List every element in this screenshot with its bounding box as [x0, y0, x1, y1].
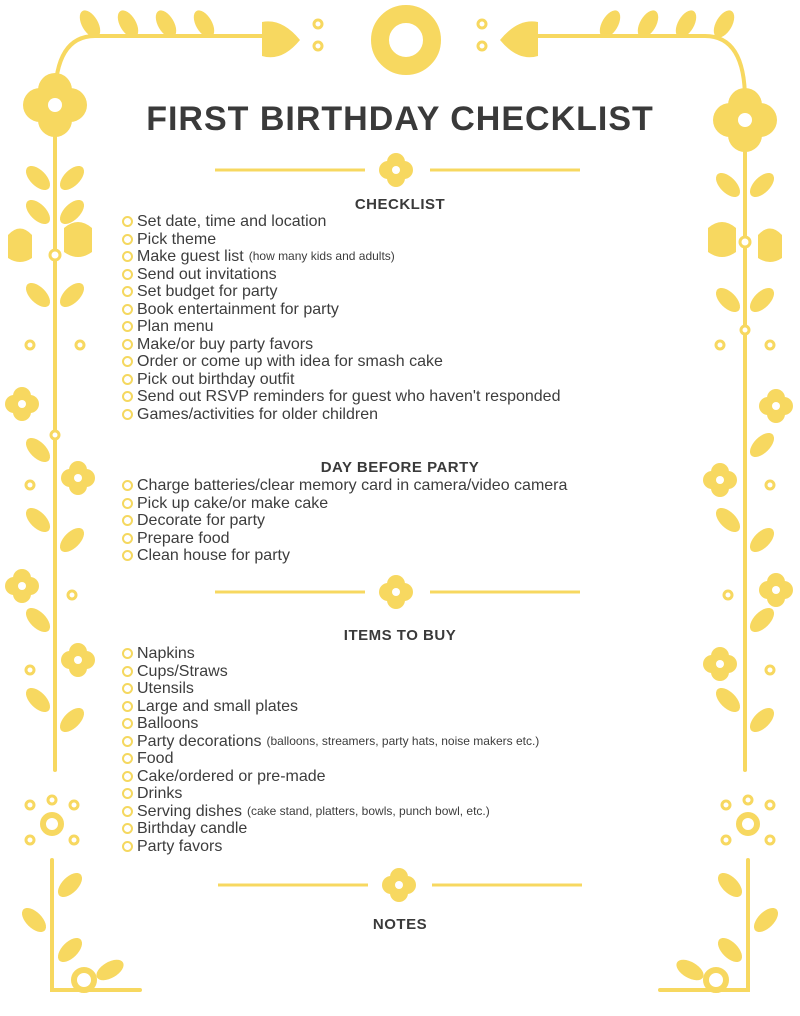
- checklist-item: [122, 820, 682, 838]
- checklist-item: [122, 512, 682, 530]
- item-label: Set date, time and location: [137, 213, 327, 230]
- item-label: Food: [137, 750, 174, 767]
- bullet-ring-icon: [122, 666, 133, 677]
- item-label: Pick theme: [137, 230, 217, 248]
- checklist-list: [122, 213, 682, 423]
- checklist-item: [122, 645, 682, 663]
- section-heading-checklist: CHECKLIST: [354, 196, 446, 213]
- items-to-buy-list: [122, 645, 682, 855]
- item-label: Make/or buy party favors: [137, 335, 314, 353]
- day-before-list: [122, 477, 682, 565]
- item-note: (balloons, streamers, party hats, noise makers etc.): [266, 733, 540, 748]
- checklist-item: [122, 698, 682, 716]
- bullet-ring-icon: [122, 841, 133, 852]
- bullet-ring-icon: [122, 736, 133, 747]
- bullet-ring-icon: [122, 286, 133, 297]
- item-label: Pick up cake/or make cake: [137, 494, 329, 512]
- item-label: Send out RSVP reminders for guest who haven't responded: [137, 388, 561, 405]
- bullet-ring-icon: [122, 321, 133, 332]
- page-title: FIRST BIRTHDAY CHECKLIST: [146, 100, 654, 138]
- item-label: Napkins: [137, 645, 195, 662]
- bullet-ring-icon: [122, 515, 133, 526]
- checklist-item: [122, 406, 682, 424]
- checklist-item: [122, 803, 682, 821]
- item-label: Utensils: [137, 680, 194, 697]
- checklist-item: [122, 477, 682, 495]
- checklist-item: [122, 547, 682, 565]
- bullet-ring-icon: [122, 550, 133, 561]
- item-label: Birthday candle: [137, 820, 248, 837]
- bullet-ring-icon: [122, 771, 133, 782]
- item-label: Make guest list: [137, 248, 244, 265]
- item-label: Plan menu: [137, 318, 214, 335]
- section-heading-notes: NOTES: [372, 916, 428, 933]
- item-label: Cups/Straws: [137, 662, 228, 680]
- item-label: Order or come up with idea for smash cake: [137, 353, 443, 370]
- item-label: Prepare food: [137, 529, 230, 547]
- item-note: (cake stand, platters, bowls, punch bowl, etc.): [246, 803, 490, 818]
- bullet-ring-icon: [122, 374, 133, 385]
- checklist-item: [122, 733, 682, 751]
- item-label: Serving dishes: [137, 802, 242, 820]
- tulip-icon: [478, 20, 538, 57]
- bullet-ring-icon: [122, 356, 133, 367]
- checklist-item: [122, 301, 682, 319]
- item-label: Charge batteries/clear memory card in camera/video camera: [137, 477, 568, 494]
- bullet-ring-icon: [122, 409, 133, 420]
- item-label: Set budget for party: [137, 283, 278, 300]
- item-label: Cake/ordered or pre-made: [137, 767, 326, 785]
- item-label: Decorate for party: [137, 512, 266, 529]
- bullet-ring-icon: [122, 269, 133, 280]
- checklist-item: [122, 318, 682, 336]
- bullet-ring-icon: [122, 216, 133, 227]
- checklist-item: [122, 768, 682, 786]
- item-label: Games/activities for older children: [137, 405, 378, 423]
- bullet-ring-icon: [122, 701, 133, 712]
- checklist-item: [122, 231, 682, 249]
- bullet-ring-icon: [122, 339, 133, 350]
- bullet-ring-icon: [122, 648, 133, 659]
- bullet-ring-icon: [122, 251, 133, 262]
- bullet-ring-icon: [122, 498, 133, 509]
- item-label: Party favors: [137, 837, 223, 855]
- item-label: Balloons: [137, 715, 199, 732]
- checklist-item: [122, 353, 682, 371]
- bullet-ring-icon: [122, 234, 133, 245]
- section-heading-items-to-buy: ITEMS TO BUY: [343, 627, 457, 644]
- checklist-item: [122, 266, 682, 284]
- checklist-item: [122, 530, 682, 548]
- bullet-ring-icon: [122, 753, 133, 764]
- bullet-ring-icon: [122, 806, 133, 817]
- checklist-item: [122, 388, 682, 406]
- checklist-item: [122, 213, 682, 231]
- section-heading-day-before: DAY BEFORE PARTY: [320, 459, 480, 476]
- item-label: Book entertainment for party: [137, 300, 339, 318]
- tulip-icon: [262, 20, 322, 57]
- bullet-ring-icon: [122, 823, 133, 834]
- item-label: Large and small plates: [137, 697, 298, 715]
- top-ring-icon: [380, 14, 432, 66]
- checklist-item: [122, 838, 682, 856]
- item-label: Send out invitations: [137, 265, 277, 283]
- item-label: Party decorations: [137, 732, 262, 750]
- item-label: Drinks: [137, 785, 183, 802]
- bullet-ring-icon: [122, 683, 133, 694]
- bullet-ring-icon: [122, 304, 133, 315]
- bullet-ring-icon: [122, 480, 133, 491]
- checklist-item: [122, 495, 682, 513]
- bullet-ring-icon: [122, 391, 133, 402]
- checklist-item: [122, 750, 682, 768]
- checklist-item: [122, 248, 682, 266]
- checklist-item: [122, 785, 682, 803]
- checklist-item: [122, 663, 682, 681]
- checklist-item: [122, 283, 682, 301]
- checklist-item: [122, 336, 682, 354]
- checklist-item: [122, 680, 682, 698]
- checklist-item: [122, 371, 682, 389]
- bullet-ring-icon: [122, 718, 133, 729]
- bullet-ring-icon: [122, 788, 133, 799]
- item-note: (how many kids and adults): [248, 249, 395, 263]
- bullet-ring-icon: [122, 533, 133, 544]
- item-label: Pick out birthday outfit: [137, 370, 295, 388]
- checklist-item: [122, 715, 682, 733]
- item-label: Clean house for party: [137, 547, 290, 564]
